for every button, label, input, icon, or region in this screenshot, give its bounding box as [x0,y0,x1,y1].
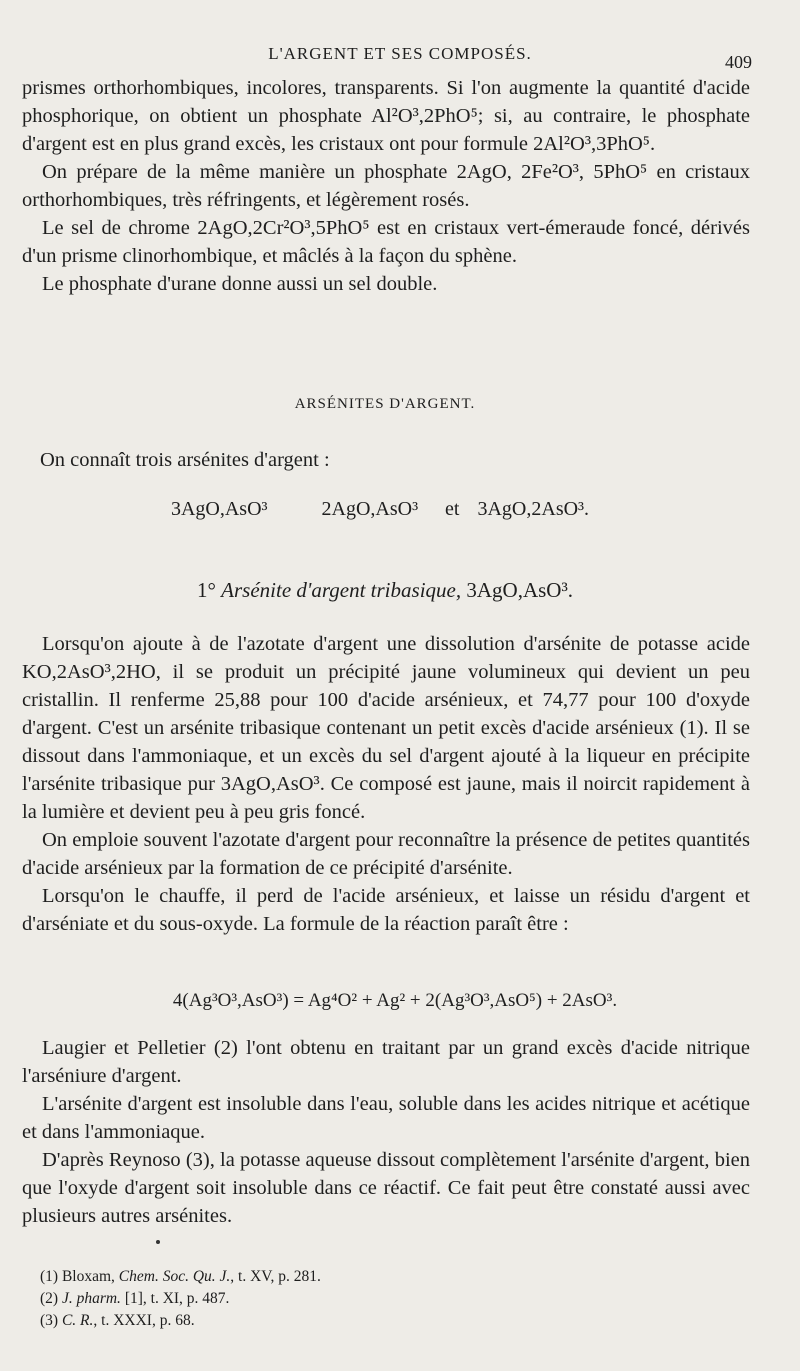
footnote-mark: (3) [40,1312,59,1329]
paragraph: Le sel de chrome 2AgO,2Cr²O³,5PhO⁵ est en cristaux vert-émeraude foncé, dérivés d'un prisme clinorhombique, et mâclés à la façon du sphène. [22,217,750,267]
paragraph: Lorsqu'on ajoute à de l'azotate d'argent une dissolution d'arsénite de potasse acide KO,2AsO³,2HO, il se produit un précipité jaune volumineux qui devient un peu cristallin. Il renferme 25,88 pour 100 d'acide arsénieux, et 74,77 pour 100 d'oxyde d'argent. C'est un arsénite tribasique contenant un petit excès d'acide arsénieux (1). Il se dissout dans l'ammoniaque, et un excès du sel d'argent ajouté à la liqueur en précipite l'arsénite tribasique pur 3AgO,AsO³. Ce composé est jaune, mais il noircit rapidement à la lumière et devient peu à peu gris foncé. [22,633,750,823]
bottom-paragraphs [22,1034,750,1230]
footnote-text: , t. XXXI, p. 68. [93,1312,195,1329]
footnote [40,1310,740,1332]
subsection-formula: 3AgO,AsO³. [466,578,573,602]
subsection-title: Arsénite d'argent tribasique, [221,578,462,602]
paragraph: Lorsqu'on le chauffe, il perd de l'acide arsénieux, et laisse un résidu d'argent et d'arséniate et du sous-oxyde. La formule de la réaction paraît être : [22,885,750,935]
reaction-equation: 4(Ag³O³,AsO³) = Ag⁴O² + Ag² + 2(Ag³O³,AsO⁵) + 2AsO³. [172,990,618,1011]
footnote-text: , t. XV, p. 281. [230,1268,321,1285]
paragraph: prismes orthorhombiques, incolores, transparents. Si l'on augmente la quantité d'acide phosphorique, on obtient un phosphate Al²O³,2PhO⁵; si, au contraire, le phosphate d'argent est en plus grand excès, les cristaux ont pour formule 2Al²O³,3PhO⁵. [22,77,750,155]
top-paragraphs [22,74,750,298]
formula-list: 3AgO,AsO³ 2AgO,AsO³ et 3AgO,2AsO³. [170,498,590,520]
footnote-mark: (1) [40,1268,59,1285]
footnote-text: [1], t. XI, p. 487. [120,1290,230,1307]
footnote-source: J. pharm. [61,1290,121,1307]
footnote-mark: (2) [40,1290,59,1307]
footnote [40,1266,740,1288]
footnote-source: Chem. Soc. Qu. J. [118,1268,231,1285]
subsection-heading [0,578,770,603]
ink-speck [156,1240,160,1244]
paragraph: Laugier et Pelletier (2) l'ont obtenu en traitant par un grand excès d'acide nitrique l'arséniure d'argent. [22,1037,750,1087]
paragraph: L'arsénite d'argent est insoluble dans l'eau, soluble dans les acides nitrique et acétique et dans l'ammoniaque. [22,1093,750,1143]
footnotes [40,1266,740,1332]
footnote-text: Bloxam, [61,1268,119,1285]
subsection-number: 1° [197,578,216,602]
paragraph: D'après Reynoso (3), la potasse aqueuse dissout complètement l'arsénite d'argent, bien que l'oxyde d'argent soit insoluble dans ce réactif. Ce fait peut être constaté aussi avec plusieurs autres arsénites. [22,1149,750,1227]
paragraph: On emploie souvent l'azotate d'argent pour reconnaître la présence de petites quantités d'acide arsénieux par la formation de ce précipité d'arsénite. [22,829,750,879]
middle-paragraphs [22,630,750,938]
footnote-source: C. R. [61,1312,94,1329]
paragraph: Le phosphate d'urane donne aussi un sel double. [42,273,438,295]
running-head: L'ARGENT ET SES COMPOSÉS. [268,44,532,63]
intro-line: On connaît trois arsénites d'argent : [40,449,330,471]
page-number: 409 [725,52,752,72]
paragraph: On prépare de la même manière un phosphate 2AgO, 2Fe²O³, 5PhO⁵ en cristaux orthorhombiques, très réfringents, et légèrement rosés. [22,161,750,211]
footnote [40,1288,740,1310]
section-heading: ARSÉNITES D'ARGENT. [294,396,476,412]
